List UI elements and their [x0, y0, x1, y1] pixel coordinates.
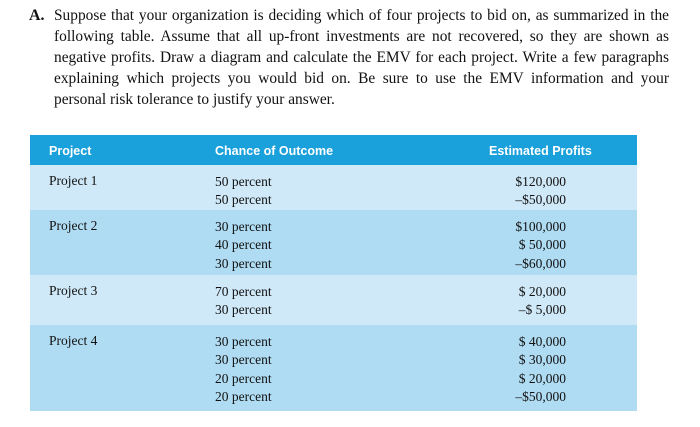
- profit-value: –$50,000: [515, 192, 566, 208]
- chance-value: 30 percent: [215, 302, 272, 318]
- chance-cell: [215, 218, 272, 273]
- chance-value: 50 percent: [215, 174, 272, 189]
- profit-cell: [446, 173, 566, 210]
- chance-cell: [215, 333, 272, 406]
- table-row: [30, 210, 637, 275]
- profit-cell: [446, 218, 566, 273]
- table-header: [30, 135, 637, 165]
- table-row: [30, 275, 637, 325]
- chance-value: 20 percent: [215, 388, 272, 404]
- chance-cell: [215, 173, 272, 210]
- profit-value: $ 20,000: [518, 284, 566, 299]
- question-text: Suppose that your organization is deciding which of four projects to bid on, as summarized in the following table. Assume that all up-front investments are not recovered, so they are shown as negative profits. Draw a diagram and calculate the EMV for each project. Write a few paragraphs explaining which projects you would bid on. Be sure to use the EMV information and your personal risk tolerance to justify your answer.: [54, 7, 669, 108]
- project-name: Project 1: [49, 173, 98, 188]
- profit-value: –$60,000: [515, 255, 566, 271]
- profit-value: –$50,000: [515, 388, 566, 404]
- chance-value: 40 percent: [215, 237, 272, 253]
- chance-value: 30 percent: [215, 352, 272, 368]
- profit-value: $100,000: [515, 219, 566, 234]
- project-name: Project 2: [49, 218, 98, 233]
- profit-value: $120,000: [515, 174, 566, 189]
- chance-value: 30 percent: [215, 219, 272, 234]
- question-marker: A.: [29, 7, 45, 24]
- chance-value: 30 percent: [215, 255, 272, 271]
- project-name: Project 4: [49, 333, 98, 348]
- table-row: [30, 325, 637, 411]
- emv-table: [30, 135, 637, 411]
- header-project: Project: [49, 144, 92, 158]
- profit-value: $ 20,000: [518, 370, 566, 386]
- chance-value: 30 percent: [215, 334, 272, 349]
- profit-cell: [446, 283, 566, 320]
- profit-value: –$ 5,000: [518, 302, 566, 318]
- table-row: [30, 165, 637, 210]
- chance-value: 50 percent: [215, 192, 272, 208]
- profit-value: $ 30,000: [518, 352, 566, 368]
- profit-cell: [446, 333, 566, 406]
- chance-value: 20 percent: [215, 370, 272, 386]
- chance-value: 70 percent: [215, 284, 272, 299]
- profit-value: $ 50,000: [518, 237, 566, 253]
- profit-value: $ 40,000: [518, 334, 566, 349]
- chance-cell: [215, 283, 272, 320]
- header-chance: Chance of Outcome: [215, 144, 334, 158]
- project-name: Project 3: [49, 283, 98, 298]
- header-profits: Estimated Profits: [489, 144, 592, 158]
- question-paragraph: [29, 5, 669, 110]
